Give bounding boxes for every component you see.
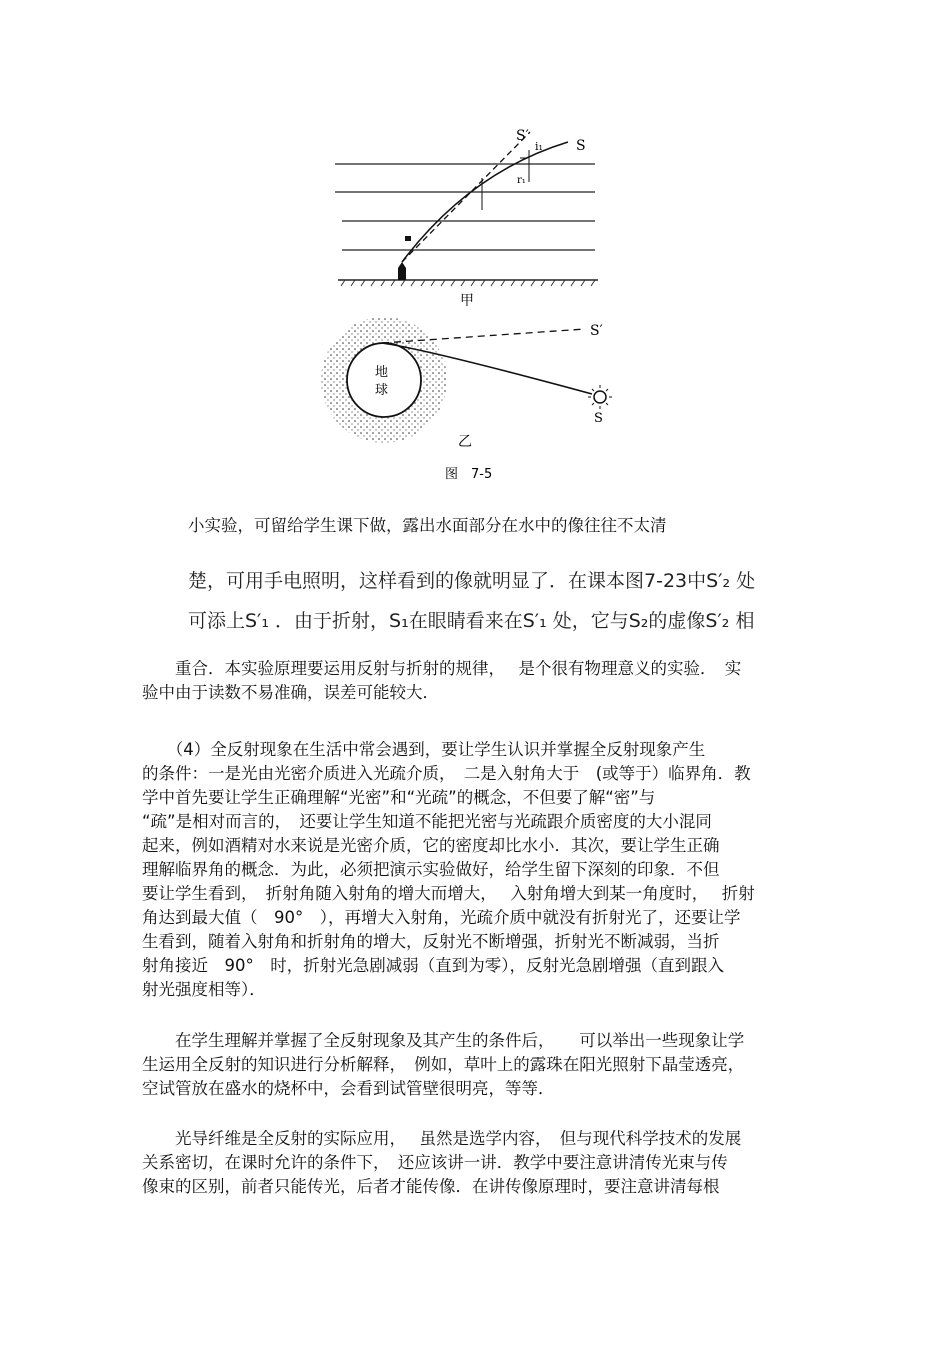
- paragraph-coincide: [142, 657, 822, 705]
- scanned-line-2: 可添上S′₁ ．由于折射，S₁在眼睛看来在S′₁ 处，它与S₂的虚像S′₂ 相: [188, 610, 755, 632]
- paragraph-small-experiment: 小实验，可留给学生课下做，露出水面部分在水中的像往往不太清: [188, 516, 667, 535]
- text-line: “疏”是相对而言的， 还要让学生知道不能把光密与光疏跟介质密度的大小混同: [142, 812, 712, 831]
- text-line: 理解临界角的概念．为此，必须把演示实验做好，给学生留下深刻的印象．不但: [142, 860, 720, 879]
- text-line: 生运用全反射的知识进行分析解释， 例如，草叶上的露珠在阳光照射下晶莹透亮，: [142, 1055, 745, 1074]
- figure-7-5: [0, 0, 950, 500]
- text-line: 射光强度相等）．: [142, 980, 266, 999]
- text-line: 射角接近 90° 时，折射光急剧减弱（直到为零），反射光急剧增强（直到跟入: [142, 956, 724, 975]
- text-line: 生看到，随着入射角和折射角的增大，反射光不断增强，折射光不断减弱，当折: [142, 932, 720, 951]
- text-line: 起来，例如酒精对水来说是光密介质，它的密度却比水小．其次，要让学生正确: [142, 836, 720, 855]
- text-line: 的条件：一是光由光密介质进入光疏介质， 二是入射角大于 (或等于）临界角．教: [142, 764, 751, 783]
- label-s-yi: S: [594, 411, 603, 426]
- text-line: 像束的区别，前者只能传光，后者才能传像．在讲传像原理时，要注意讲清每根: [142, 1177, 720, 1196]
- scanned-line-1: 楚，可用手电照明，这样看到的像就明显了．在课本图7-23中S′₂ 处: [188, 570, 756, 592]
- sun-icon: [588, 385, 612, 409]
- text-line: 要让学生看到， 折射角随入射角的增大而增大， 入射角增大到某一角度时， 折射: [142, 884, 755, 903]
- text-line: 学中首先要让学生正确理解“光密”和“光疏”的概念，不但要了解“密”与: [142, 788, 656, 807]
- caption-yi: 乙: [458, 434, 472, 450]
- text-line: 角达到最大值（ 90° ），再增大入射角，光疏介质中就没有折射光了，还要让学: [142, 908, 741, 927]
- label-s-jia: S: [576, 138, 586, 154]
- earth-label-1: 地: [375, 365, 389, 380]
- figure-number: 图 7-5: [445, 467, 493, 482]
- caption-jia: 甲: [460, 293, 474, 309]
- text-line: 光导纤维是全反射的实际应用， 虽然是选学内容， 但与现代科学技术的发展: [142, 1129, 742, 1148]
- text-line: 关系密切，在课时允许的条件下， 还应该讲一讲．教学中要注意讲清传光束与传: [142, 1153, 728, 1172]
- paragraph-examples: [142, 1029, 822, 1101]
- text-line: 重合．本实验原理要运用反射与折射的规律， 是个很有物理意义的实验． 实: [142, 659, 742, 678]
- paragraph-optical-fiber: [142, 1127, 822, 1199]
- label-r1: r₁: [517, 175, 526, 186]
- label-s-prime-jia: S′: [516, 128, 529, 144]
- label-s-prime-yi: S′: [590, 323, 603, 339]
- text-line: （4）全反射现象在生活中常会遇到，要让学生认识并掌握全反射现象产生: [142, 740, 706, 759]
- text-line: 验中由于读数不易准确，误差可能较大．: [142, 683, 439, 702]
- paragraph-total-reflection: [142, 738, 822, 1002]
- diagram-jia: [335, 128, 598, 309]
- text-line: 空试管放在盛水的烧杯中，会看到试管壁很明亮，等等．: [142, 1079, 555, 1098]
- earth-label-2: 球: [375, 383, 389, 398]
- text-line: 在学生理解并掌握了全反射现象及其产生的条件后， 可以举出一些现象让学: [142, 1031, 745, 1050]
- label-i1: i₁: [535, 140, 543, 153]
- diagram-yi: [321, 317, 612, 450]
